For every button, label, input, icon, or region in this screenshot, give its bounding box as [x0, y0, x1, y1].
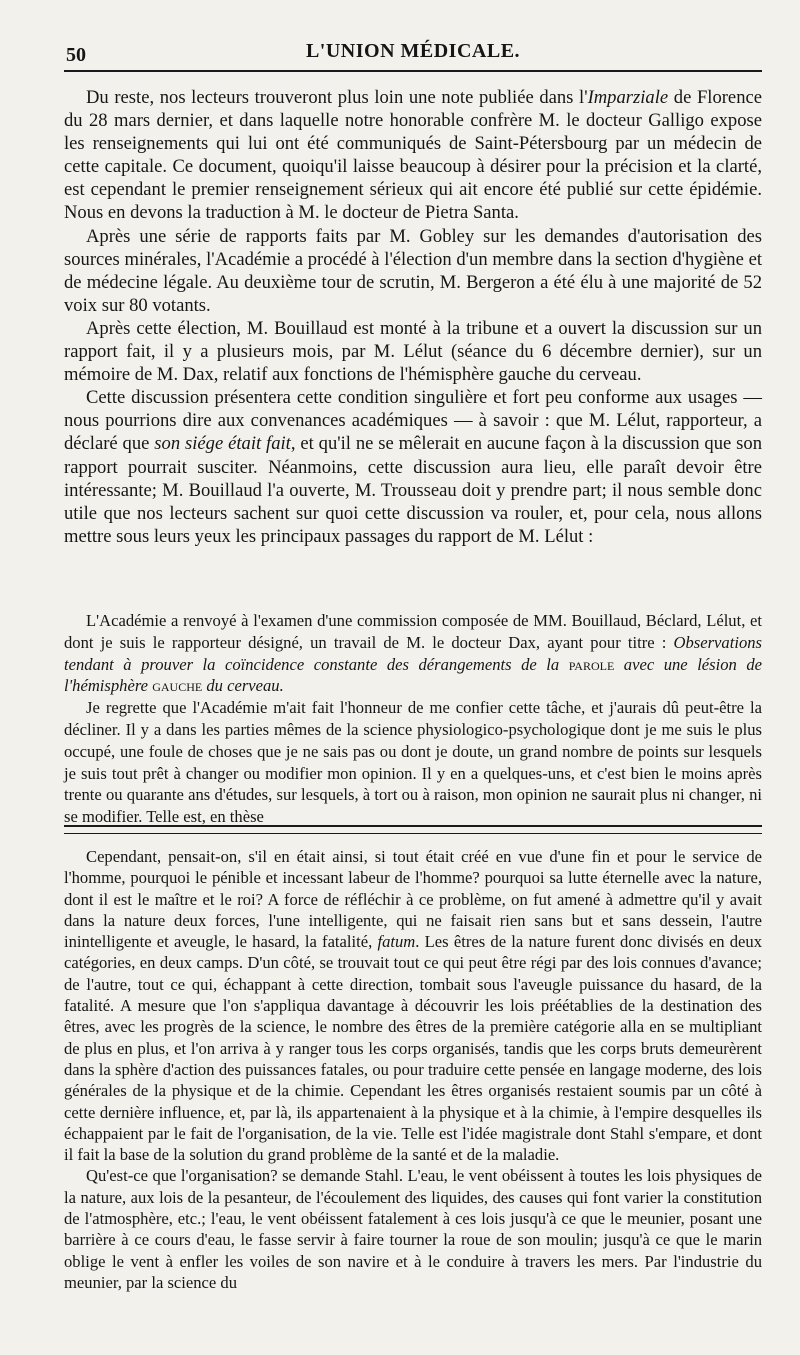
text: Du reste, nos lecteurs trouveront plus loin une note publiée dans l' — [86, 87, 588, 108]
running-title: L'UNION MÉDICALE. — [305, 40, 521, 62]
quote-paragraph-1 — [64, 610, 762, 697]
chronicle-section — [64, 86, 762, 548]
text: . Les êtres de la nature furent donc divisés en deux catégories, en deux camps. D'un côté, se trouvait tout ce qui peut être régi par des lois connues d'avance; de l'autre, tout ce qui, échappant à cette direction, tombait sous l'aveugle puissance du hasard, de la fatalité. A mesure que l'on s'appliqua davantage à découvrir les lois préétablies de la destination des êtres, avec les progrès de la science, le nombre des êtres de la première catégorie alla en se multipliant de plus en plus, et l'on arriva à y ranger tous les corps organisés, tandis que les corps bruts demeurèrent dans la sphère d'action des puissances fatales, ou pour traduire cette pensée en langage moderne, des lois générales de la physique et de la chimie. Cependant les êtres organisés restaient soumis par un côté à cette dernière influence, et, par là, ils appartenaient à la physique et à la chimie, à l'empire desquelles ils échappaient par le fait de l'organisation, de la vie. Telle est l'idée magistrale dont Stahl s'empare, et dont il fait la base de la solution du grand problème de la santé et de la maladie. — [64, 932, 762, 1165]
feuilleton-separator — [64, 825, 762, 834]
text: , et qu'il ne se mêlerait en aucune façon à la discussion que son rapport pourrait susciter. Néanmoins, cette discussion aura lieu, elle paraît devoir être intéressante; M. Bouillaud l'a ouverte, M. Trousseau doit y prendre part; il nous semble donc utile que nos lecteurs sachent sur quoi cette discussion va rouler, et, pour cela, nous allons mettre sous leurs yeux les principaux passages du rapport de M. Lélut : — [64, 433, 762, 547]
quote-paragraph-2: Je regrette que l'Académie m'ait fait l'honneur de me confier cette tâche, et j'aurais dû peut-être la décliner. Il y a dans les parties mêmes de la science physiologico-psychologique dont je me suis le plus occupé, une foule de choses que je ne sais pas ou dont je doute, un grand nombre de points sur lesquels je suis tout prêt à changer ou modifier mon opinion. Il y en a quelques-uns, et c'est bien le moins après trente ou quarante ans d'études, sur lesquels, à tort ou à raison, mon opinion ne saurait plus ni changer, ni se modifier. Telle est, en thèse — [64, 698, 762, 827]
feuilleton-section — [64, 846, 762, 1293]
italic-text: Imparziale — [587, 87, 669, 108]
text: Cette discussion présentera cette condition singulière et fort peu conforme aux usages — nous pourrions dire aux convenances académiques — à savoir : que M. Lélut, rapporteur, a déclaré que — [64, 387, 762, 455]
italic-title: avec une lésion de l'hémisphère — [64, 654, 763, 696]
italic-title: du cerveau. — [202, 676, 284, 696]
small-caps-word: parole — [559, 654, 615, 674]
italic-title: Observations tendant à prouver la coïncidence constante des dérangements de la — [64, 632, 762, 674]
paragraph-lelut — [64, 386, 762, 548]
page-number: 50 — [66, 44, 86, 66]
page-header — [64, 0, 762, 66]
report-quotation — [64, 610, 762, 828]
feuilleton-paragraph-1 — [64, 846, 762, 1165]
feuilleton-paragraph-2: Qu'est-ce que l'organisation? se demande Stahl. L'eau, le vent obéissent à toutes les lois physiques de la nature, aux lois de la pesanteur, de l'écoulement des liquides, des causes qui font varier la constitution de l'atmosphère, etc.; l'eau, le vent obéissent fatalement à ces lois jusqu'à ce que le meunier, posant une barrière à ce cours d'eau, le fasse servir à faire tourner la roue de son moulin; jusqu'à ce que le marin oblige le vent à enfler les voiles de son navire et à le conduire à travers les mers. Par l'industrie du meunier, par la science du — [64, 1166, 762, 1292]
italic-text: son siége était fait — [154, 433, 291, 455]
italic-text: fatum — [377, 932, 416, 952]
header-rule — [64, 70, 762, 72]
small-caps-word: gauche — [148, 676, 203, 696]
paragraph-imparziale — [64, 86, 762, 225]
paragraph-discussion: Après cette élection, M. Bouillaud est monté à la tribune et a ouvert la discussion sur un rapport fait, il y a plusieurs mois, par M. Lélut (séance du 6 décembre dernier), sur un mémoire de M. Dax, relatif aux fonctions de l'hémisphère gauche du cerveau. — [64, 317, 762, 386]
text: L'Académie a renvoyé à l'examen d'une commission composée de MM. Bouillaud, Béclard, Lélut, et dont je suis le rapporteur désigné, un travail de M. le docteur Dax, ayant pour titre : — [64, 611, 762, 652]
text: de Florence du 28 mars dernier, et dans laquelle notre honorable confrère M. le docteur Galligo expose les renseignements qui lui ont été communiqués de Saint-Pétersbourg par un médecin de cette capitale. Ce document, quoiqu'il laisse beaucoup à désirer pour la précision et la clarté, est cependant le premier renseignement sérieux qui ait encore été publié sur cette épidémie. Nous en devons la traduction à M. le docteur de Pietra Santa. — [64, 87, 762, 224]
paragraph-election: Après une série de rapports faits par M. Gobley sur les demandes d'autorisation des sources minérales, l'Académie a procédé à l'élection d'un membre dans la section d'hygiène et de médecine légale. Au deuxième tour de scrutin, M. Bergeron a été élu à une majorité de 52 voix sur 80 votants. — [64, 225, 762, 316]
text: Cependant, pensait-on, s'il en était ainsi, si tout était créé en vue d'une fin et pour le service de l'homme, pourquoi le pénible et incessant labeur de l'homme? pourquoi sa lutte éternelle avec la nature, dont il est le maître et le roi? A force de réfléchir à ce problème, on fut amené à admettre qu'il y avait dans la nature deux forces, l'une intelligente, qui ne faisait rien sans but et sans dessein, l'autre inintelligente et aveugle, le hasard, la fatalité, — [64, 847, 762, 952]
